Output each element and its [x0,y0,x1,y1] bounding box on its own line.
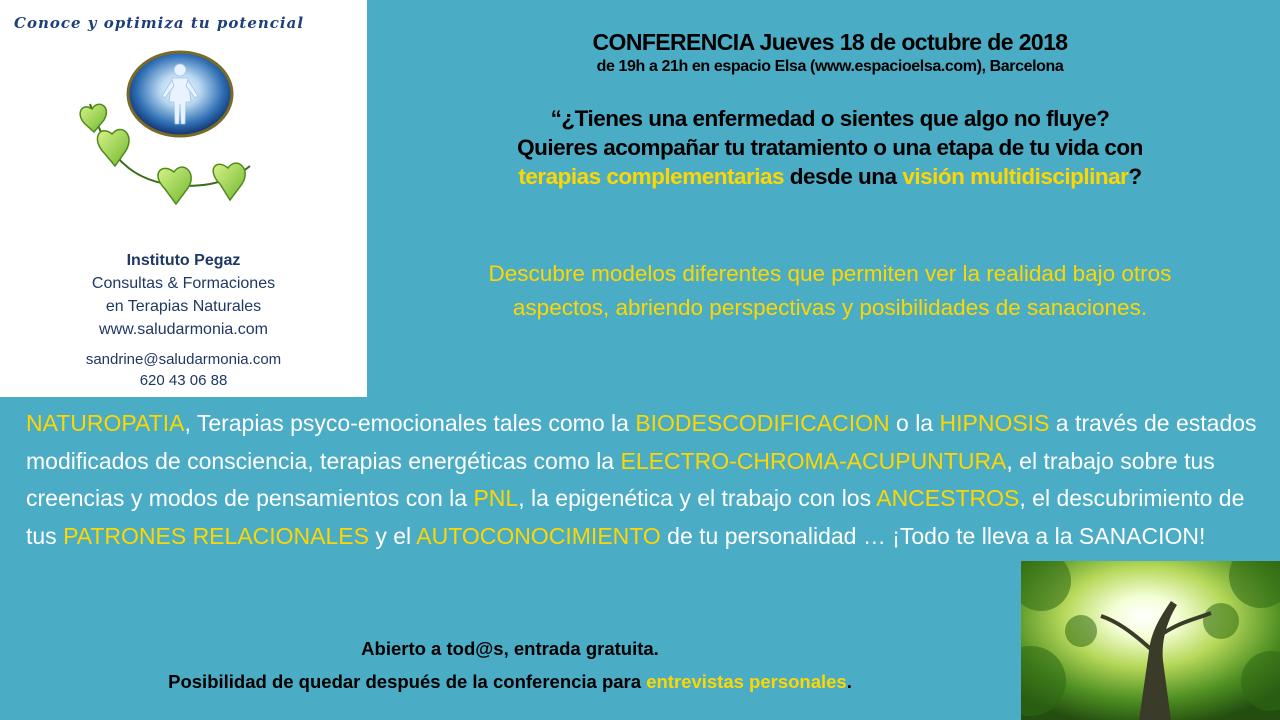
question-line-2: Quieres acompañar tu tratamiento o una etapa de tu vida con [517,135,1143,160]
question-line-1: “¿Tienes una enfermedad o sientes que algo no fluye? [550,106,1110,131]
keyword-autoconocimiento: AUTOCONOCIMIENTO [416,522,661,549]
institute-email: sandrine@saludarmonia.com [85,351,282,368]
question-middle: desde una [789,164,897,189]
body-text-6: , el descubrimiento de tus [26,485,1245,549]
body-text-7: y el [368,522,417,549]
body-text-4: , el trabajo sobre tus creencias y modos de pensamientos con la [26,447,1215,511]
keyword-naturopatia: NATUROPATIA [26,410,185,436]
event-subtitle: de 19h a 21h en espacio Elsa (www.espacioelsa.com), Barcelona [596,58,1064,75]
keyword-biodescodificacion: BIODESCODIFICACION [635,410,890,436]
event-title: CONFERENCIA Jueves 18 de octubre de 2018 [592,29,1068,55]
footer-info [0,632,1020,698]
discover-line-2: aspectos, abriendo perspectivas y posibilidades de sanaciones. [512,295,1148,320]
footer-line-2 [0,665,1020,698]
footer-suffix: . [846,671,852,692]
question-block [390,104,1270,191]
body-text-1: , Terapias psyco-emocionales tales como la [184,410,636,436]
body-text-3: a través de estados modificados de consciencia, terapias energéticas como la [26,410,1257,474]
keyword-pnl: PNL [473,485,519,511]
highlight-vision: visión multidisciplinar [902,164,1129,189]
keyword-electro-chroma: ELECTRO-CHROMA-ACUPUNTURA [620,447,1007,474]
logo-panel [0,0,367,397]
discover-line-1: Descubre modelos diferentes que permiten ver la realidad bajo otros [488,261,1172,286]
institute-phone: 620 43 06 88 [139,372,228,389]
logo-image [70,44,300,234]
institute-info [0,249,367,391]
body-text-5: , la epigenética y el trabajo con los [518,485,877,511]
event-header [390,28,1270,78]
question-end: ? [1128,164,1142,189]
discover-text [380,257,1280,325]
institute-name: Instituto Pegaz [126,252,241,269]
institute-line-2: en Terapias Naturales [105,298,262,315]
highlight-terapias: terapias complementarias [518,164,784,189]
body-text-8: de tu personalidad … ¡Todo te lleva a la SANACION! [660,522,1206,549]
logo-tagline: Conoce y optimiza tu potencial [14,14,305,32]
body-text-2: o la [889,410,940,436]
footer-line-1: Abierto a tod@s, entrada gratuita. [361,638,659,659]
institute-website: www.saludarmonia.com [99,321,268,338]
highlight-entrevistas: entrevistas personales [646,671,847,692]
keyword-ancestros: ANCESTROS [876,485,1020,511]
therapies-paragraph [26,405,1271,555]
question-line-3 [390,162,1270,191]
tree-photo [1021,561,1280,720]
institute-line-1: Consultas & Formaciones [91,275,276,292]
keyword-hipnosis: HIPNOSIS [939,410,1050,436]
footer-prefix: Posibilidad de quedar después de la conferencia para [168,671,647,692]
keyword-patrones: PATRONES RELACIONALES [63,522,369,549]
